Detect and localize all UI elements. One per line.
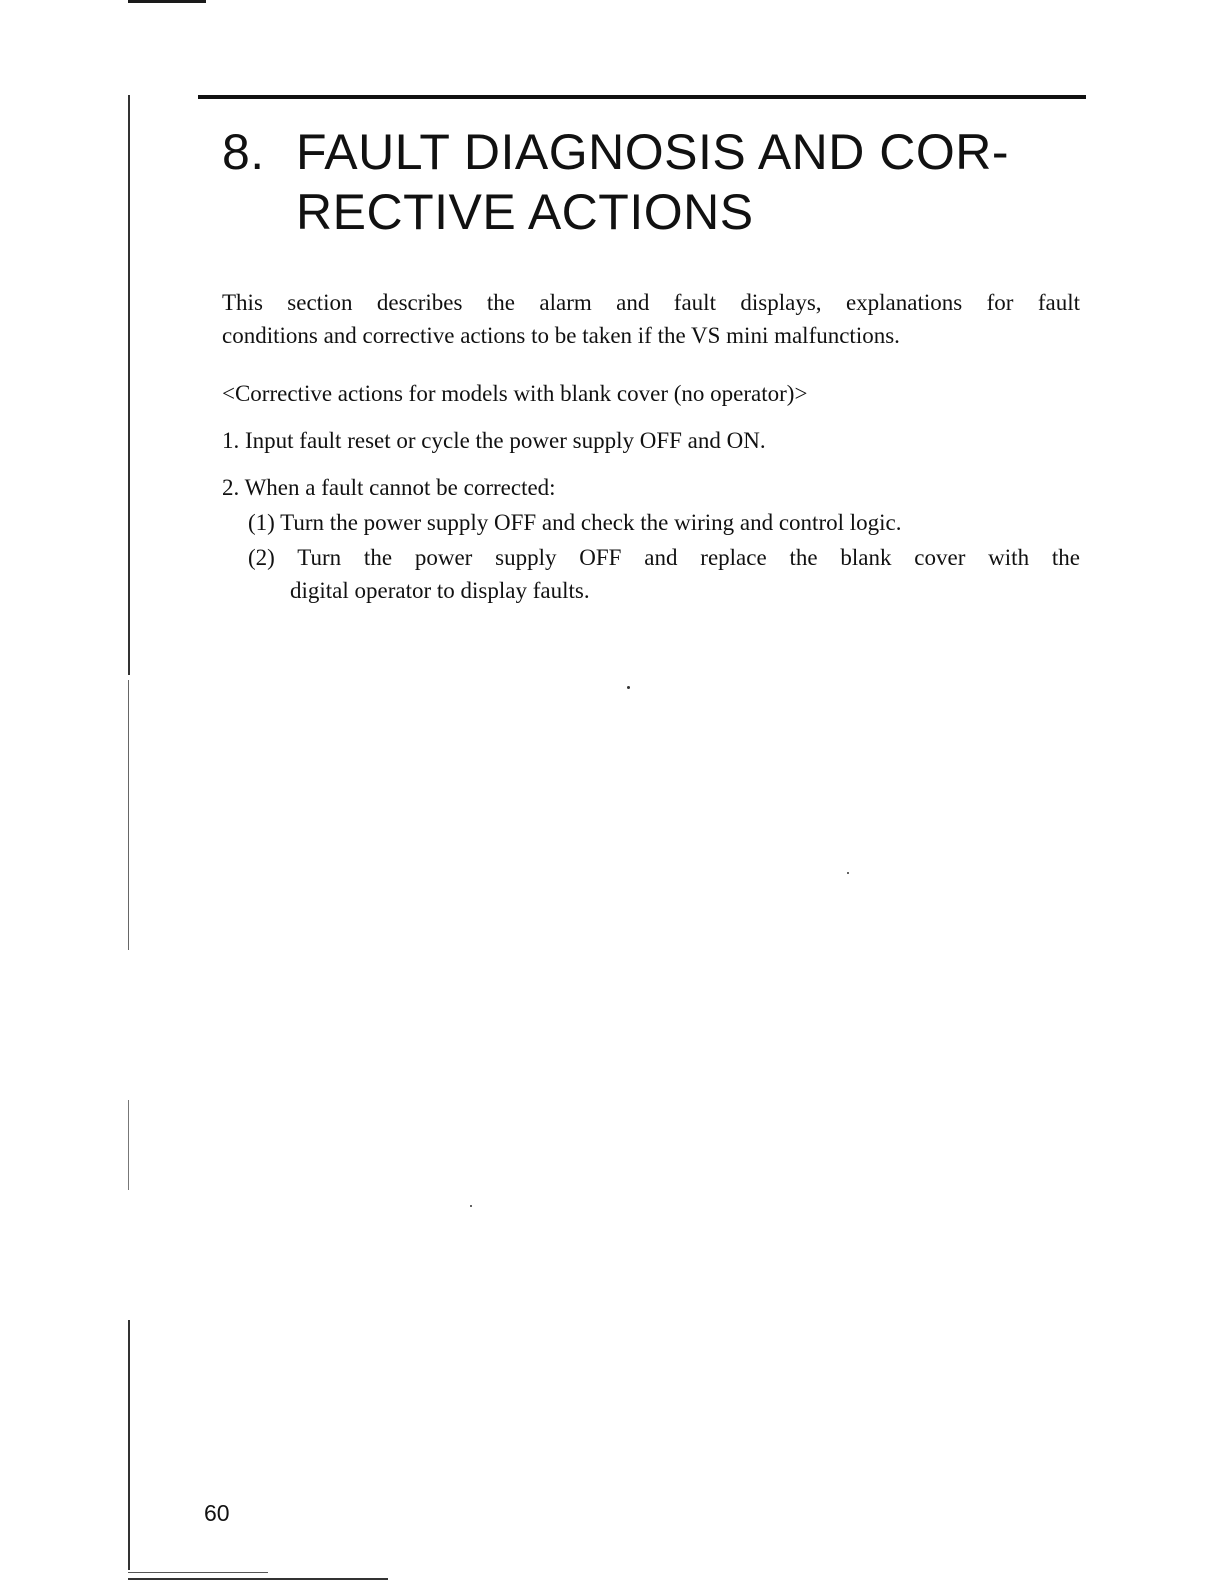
scan-artifact-bottom (128, 1578, 388, 1580)
step-item: 2. When a fault cannot be corrected: (222, 475, 556, 500)
chapter-title-line1: FAULT DIAGNOSIS AND COR- (296, 124, 1010, 180)
scan-artifact-left-edge (128, 1320, 130, 1570)
corrective-actions-subheading: <Corrective actions for models with blank cover (no operator)> (222, 381, 808, 406)
page-number: 60 (204, 1500, 230, 1526)
intro-line2: conditions and corrective actions to be taken if the VS mini malfunctions. (222, 323, 900, 348)
scan-artifact-bottom (128, 1572, 268, 1573)
intro-paragraph (222, 286, 1080, 352)
scan-artifact-left-edge (128, 680, 129, 950)
chapter-header-rule (198, 95, 1086, 99)
step-item: 1. Input fault reset or cycle the power supply OFF and ON. (222, 428, 766, 453)
substep-line: digital operator to display faults. (290, 578, 590, 603)
substep-line: (2) Turn the power supply OFF and replace the blank cover with the (248, 545, 1080, 570)
scan-artifact-left-edge (128, 95, 130, 675)
scan-speck (470, 1205, 472, 1207)
chapter-title-line2: RECTIVE ACTIONS (296, 184, 754, 240)
scan-speck (627, 686, 630, 689)
substep-item (248, 506, 1080, 539)
scan-speck (847, 872, 849, 874)
scan-artifact-top (128, 0, 206, 3)
chapter-title (222, 122, 1082, 242)
scan-artifact-left-edge (128, 1100, 129, 1190)
substep-line: (1) Turn the power supply OFF and check the wiring and control logic. (248, 510, 902, 535)
intro-line1: This section describes the alarm and fault displays, explanations for fault (222, 290, 1080, 315)
substep-item (248, 541, 1080, 607)
chapter-number: 8. (222, 124, 265, 180)
